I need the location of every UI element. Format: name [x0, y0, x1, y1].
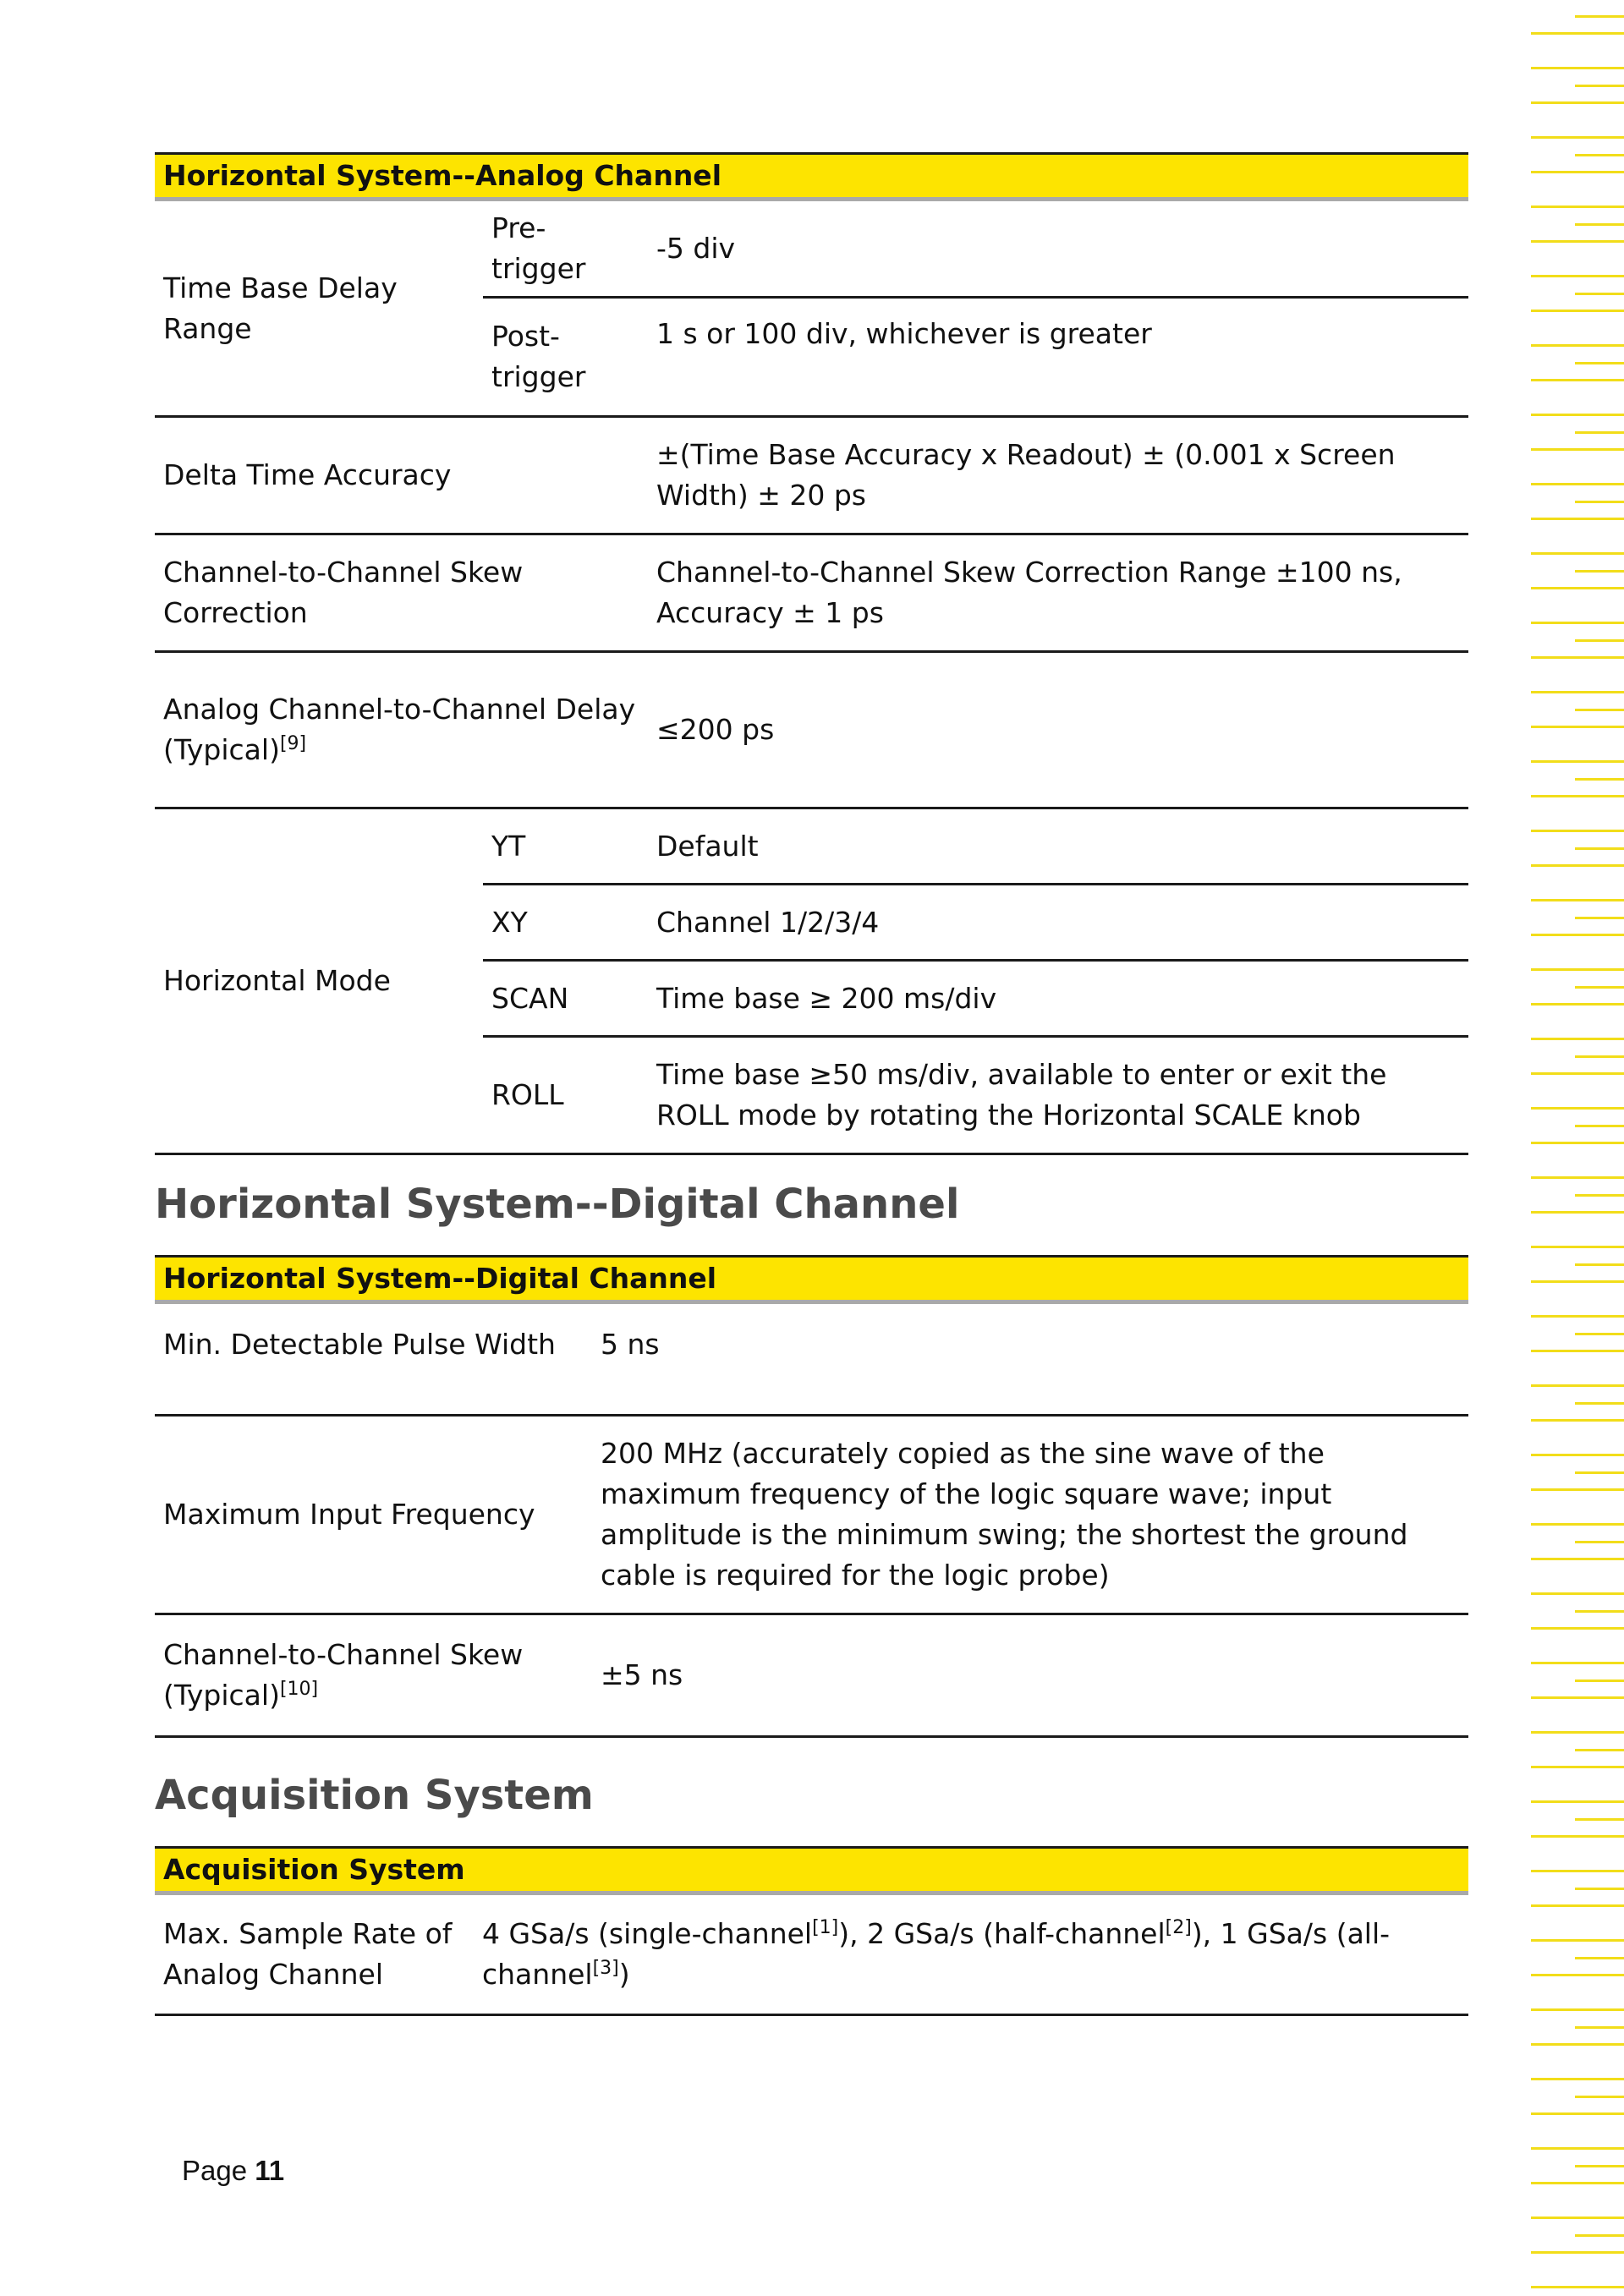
table-header-label: Horizontal System--Digital Channel	[155, 1257, 1468, 1302]
sub-label: Pre-trigger	[483, 200, 648, 298]
row-label-qualifier: (Typical)	[163, 733, 280, 766]
table-row	[155, 200, 1468, 298]
table-header	[155, 1848, 1468, 1893]
row-label-qualifier: (Typical)	[163, 1679, 280, 1712]
row-label: Channel-to-Channel Skew Correction	[155, 534, 648, 652]
row-value: ≤200 ps	[648, 652, 1468, 808]
row-label: Maximum Input Frequency	[155, 1416, 592, 1614]
table-row	[155, 808, 1468, 885]
row-value: 5 ns	[592, 1302, 1468, 1416]
row-value	[474, 1893, 1468, 2015]
row-value: Channel-to-Channel Skew Correction Range ±100 ns, Accuracy ± 1 ps	[648, 534, 1468, 652]
table-header-label: Horizontal System--Analog Channel	[155, 154, 1468, 200]
value-part: 4 GSa/s (single-channel	[482, 1917, 813, 1950]
table-header-label: Acquisition System	[155, 1848, 1468, 1893]
table-header	[155, 154, 1468, 200]
section-title-digital: Horizontal System--Digital Channel	[155, 1181, 960, 1228]
row-label-text: Channel-to-Channel Skew	[163, 1638, 524, 1671]
sub-label: XY	[483, 885, 648, 961]
sub-label: YT	[483, 808, 648, 885]
row-label: Min. Detectable Pulse Width	[155, 1302, 592, 1416]
sub-label: SCAN	[483, 961, 648, 1037]
value-part: ), 1 GSa/s (all-channel	[482, 1917, 1391, 1991]
row-label: Max. Sample Rate of Analog Channel	[155, 1893, 474, 2015]
row-value: Time base ≥ 200 ms/div	[648, 961, 1468, 1037]
acquisition-table	[155, 1846, 1468, 2016]
footnote-ref: [1]	[812, 1917, 839, 1938]
page-number	[182, 2155, 284, 2187]
footnote-ref: [10]	[279, 1679, 319, 1700]
footnote-ref: [2]	[1165, 1917, 1192, 1938]
table-row	[155, 1302, 1468, 1416]
spec-content	[155, 152, 1468, 2016]
table-row	[155, 1893, 1468, 2015]
table-row	[155, 1614, 1468, 1737]
row-label: Time Base Delay Range	[155, 200, 483, 417]
analog-channel-table	[155, 152, 1468, 1155]
table-row	[155, 652, 1468, 808]
table-row	[155, 534, 1468, 652]
row-value: -5 div	[648, 200, 1468, 298]
row-label: Delta Time Accuracy	[155, 417, 648, 534]
table-row	[155, 417, 1468, 534]
row-value: ±5 ns	[592, 1614, 1468, 1737]
row-value: 1 s or 100 div, whichever is greater	[648, 298, 1468, 417]
row-label-text: Analog Channel-to-Channel Delay	[163, 693, 636, 726]
section-title-acquisition: Acquisition System	[155, 1772, 594, 1819]
footnote-ref: [9]	[279, 733, 307, 754]
value-part: )	[618, 1958, 630, 1991]
row-label	[155, 1614, 592, 1737]
value-part: ), 2 GSa/s (half-channel	[838, 1917, 1166, 1950]
table-row	[155, 1416, 1468, 1614]
row-value: ±(Time Base Accuracy x Readout) ± (0.001 x Screen Width) ± 20 ps	[648, 417, 1468, 534]
decorative-side-stripes	[1531, 0, 1624, 2296]
row-value: Channel 1/2/3/4	[648, 885, 1468, 961]
row-value: 200 MHz (accurately copied as the sine wave of the maximum frequency of the logic square wave; input amplitude is the minimum swing; the shortest the ground cable is required for the logic probe)	[592, 1416, 1468, 1614]
row-label	[155, 652, 648, 808]
sub-label: ROLL	[483, 1037, 648, 1154]
row-value: Time base ≥50 ms/div, available to enter or exit the ROLL mode by rotating the Horizontal SCALE knob	[648, 1037, 1468, 1154]
page-number-value: 11	[255, 2155, 285, 2186]
row-label: Horizontal Mode	[155, 808, 483, 1154]
table-header	[155, 1257, 1468, 1302]
digital-channel-table	[155, 1255, 1468, 1738]
page-label: Page	[182, 2155, 248, 2186]
row-value: Default	[648, 808, 1468, 885]
footnote-ref: [3]	[592, 1958, 619, 1979]
sub-label: Post- trigger	[483, 298, 648, 417]
